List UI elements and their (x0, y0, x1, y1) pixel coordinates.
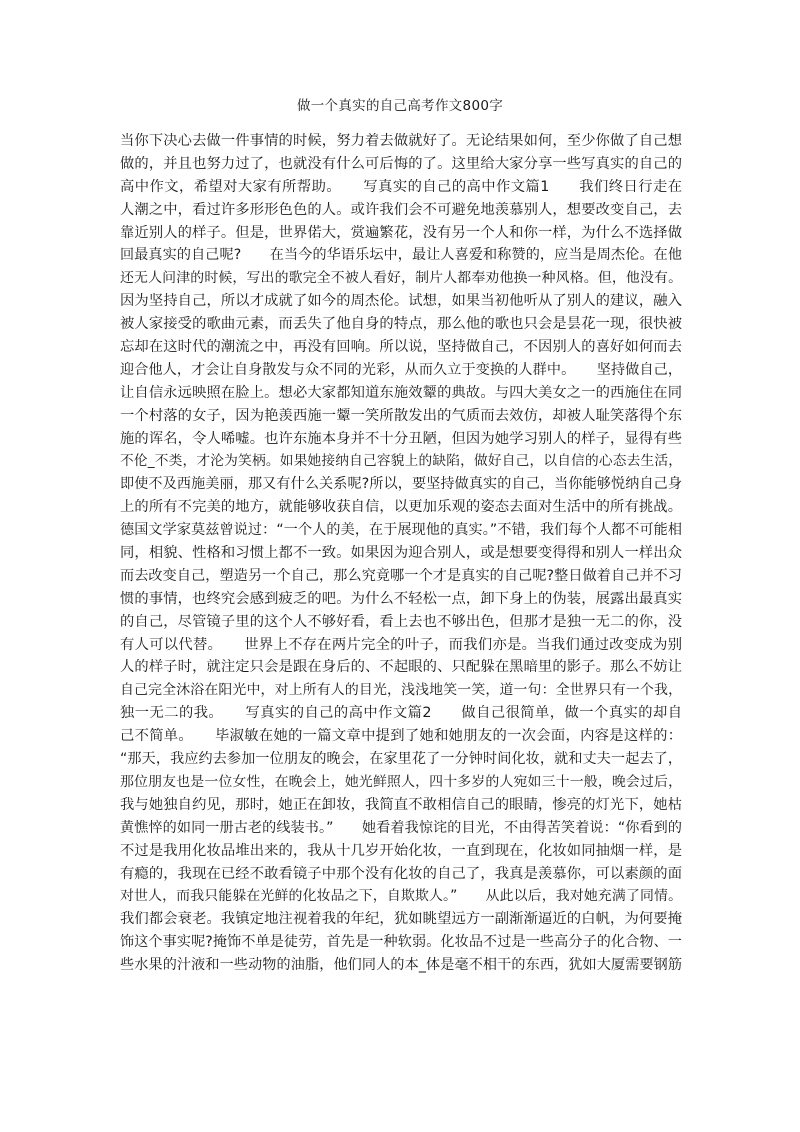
text-line: 饰这个事实呢?掩饰不单是徒劳，首先是一种软弱。化妆品不过是一些高分子的化合物、一 (120, 934, 682, 951)
text-line: 德国文学家莫兹曾说过：“一个人的美，在于展现他的真实。”不错，我们每个人都不可能相 (120, 522, 682, 539)
text-line: 惯的事情，也终究会感到疲乏的吧。为什么不轻松一点，卸下身上的伪装，展露出最真实 (120, 590, 682, 607)
text-line: 那位朋友也是一位女性，在晚会上，她光鲜照人，四十多岁的人宛如三十一般，晚会过后， (120, 773, 682, 790)
text-line: 有人可以代替。 世界上不存在两片完全的叶子，而我们亦是。当我们通过改变成为别 (120, 636, 682, 653)
text-line: 回最真实的自己呢? 在当今的华语乐坛中，最让人喜爱和称赞的，应当是周杰伦。在他 (120, 247, 682, 264)
text-line: 自己完全沐浴在阳光中，对上所有人的目光，浅浅地笑一笑，道一句：全世界只有一个我， (120, 682, 682, 699)
text-line: 我们都会衰老。我镇定地注视着我的年纪，犹如眺望远方一副渐渐逼近的白帆，为何要掩 (120, 911, 682, 928)
text-line: 有瘾的，我现在已经不敢看镜子中那个没有化妆的自己了，我真是羡慕你，可以素颜的面 (120, 865, 682, 882)
text-line: 即使不及西施美丽，那又有什么关系呢?所以，要坚持做真实的自己，当你能够悦纳自己身 (120, 476, 682, 493)
text-line: 对世人，而我只能躲在光鲜的化妆品之下，自欺欺人。” 从此以后，我对她充满了同情。 (120, 888, 682, 905)
text-line: 人潮之中，看过许多形形色色的人。或许我们会不可避免地羡慕别人，想要改变自己，去 (120, 201, 682, 218)
text-line: 施的诨名，令人唏嘘。也许东施本身并不十分丑陋，但因为她学习别人的样子，显得有些 (120, 430, 682, 447)
document-title: 做一个真实的自己高考作文800字 (296, 98, 504, 114)
text-line: 独一无二的我。 写真实的自己的高中作文篇2 做自己很简单，做一个真实的却自 (120, 705, 682, 722)
text-line: “那天，我应约去参加一位朋友的晚会，在家里花了一分钟时间化妆，就和丈夫一起去了， (120, 751, 682, 768)
text-line: 一个村落的女子，因为艳羡西施一颦一笑所散发出的气质而去效仿，却被人耻笑落得个东 (120, 407, 682, 424)
text-line: 还无人问津的时候，写出的歌完全不被人看好，制片人都奉劝他换一种风格。但，他没有。 (120, 270, 682, 287)
text-line: 些水果的汁液和一些动物的油脂，他们同人的本_体是毫不相干的东西，犹如大厦需要钢筋 (120, 957, 682, 974)
text-line: 上的所有不完美的地方，就能够收获自信，以更加乐观的姿态去面对生活中的所有挑战。 (120, 499, 682, 516)
text-line: 迎合他人，才会让自身散发与众不同的光彩，从而久立于变换的人群中。 坚持做自己， (120, 361, 682, 378)
text-line: 不过是我用化妆品堆出来的，我从十几岁开始化妆，一直到现在，化妆如同抽烟一样，是 (120, 842, 682, 859)
text-line: 被人家接受的歌曲元素，而丢失了他自身的特点，那么他的歌也只会是昙花一现，很快被 (120, 316, 682, 333)
text-line: 人的样子时，就注定只会是跟在身后的、不起眼的、只配躲在黑暗里的影子。那么不妨让 (120, 659, 682, 676)
text-line: 不伦_不类，才沦为笑柄。如果她接纳自己容貌上的缺陷，做好自己，以自信的心态去生活， (120, 453, 682, 470)
text-line: 高中作文，希望对大家有所帮助。 写真实的自己的高中作文篇1 我们终日行走在 (120, 178, 682, 195)
text-line: 己不简单。 毕淑敏在她的一篇文章中提到了她和她朋友的一次会面，内容是这样的： (120, 728, 682, 745)
text-line: 黄憔悴的如同一册古老的线装书。” 她看着我惊诧的目光，不由得苦笑着说：“你看到的 (120, 819, 682, 836)
text-line: 因为坚持自己，所以才成就了如今的周杰伦。试想，如果当初他听从了别人的建议，融入 (120, 293, 682, 310)
text-line: 当你下决心去做一件事情的时候，努力着去做就好了。无论结果如何，至少你做了自己想 (120, 133, 682, 149)
text-line: 让自信永远映照在脸上。想必大家都知道东施效颦的典故。与四大美女之一的西施住在同 (120, 384, 682, 401)
document-body (120, 130, 682, 977)
text-line: 忘却在这时代的潮流之中，再没有回响。所以说，坚持做自己，不因别人的喜好如何而去 (120, 339, 682, 356)
text-line: 靠近别人的样子。但是，世界偌大，赏遍繁花，没有另一个人和你一样，为什么不选择做 (120, 224, 682, 241)
text-line: 的自己，尽管镜子里的这个人不够好看，看上去也不够出色，但那才是独一无二的你，没 (120, 613, 682, 630)
text-line: 做的，并且也努力过了，也就没有什么可后悔的了。这里给大家分享一些写真实的自己的 (120, 155, 682, 172)
text-line: 我与她独自约见，那时，她正在卸妆，我简直不敢相信自己的眼睛，惨亮的灯光下，她枯 (120, 796, 682, 813)
text-line: 同，相貌、性格和习惯上都不一致。如果因为迎合别人，或是想要变得得和别人一样出众 (120, 545, 682, 562)
text-line: 而去改变自己，塑造另一个自己，那么究竟哪一个才是真实的自己呢?整日做着自己并不习 (120, 567, 682, 584)
